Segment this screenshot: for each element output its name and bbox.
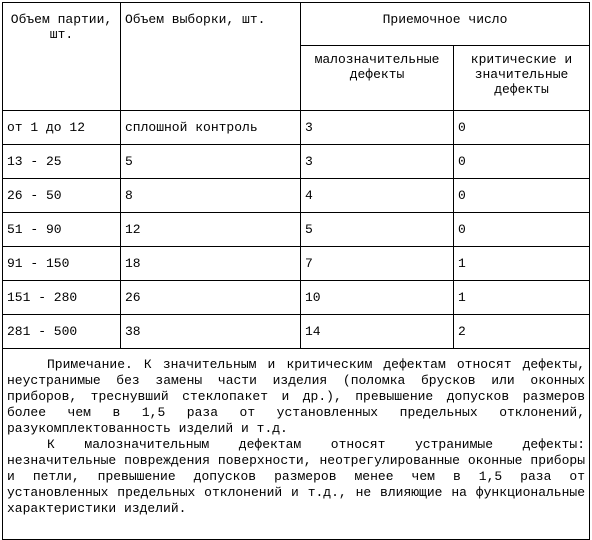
- cell-critical: 0: [454, 145, 590, 179]
- cell-critical: 1: [454, 247, 590, 281]
- cell-sample: 12: [121, 213, 301, 247]
- cell-minor: 3: [301, 111, 454, 145]
- table-row: [3, 145, 590, 179]
- header-critical-major-defects: критические и значительные дефекты: [454, 46, 590, 111]
- cell-minor: 4: [301, 179, 454, 213]
- cell-sample: 38: [121, 315, 301, 349]
- cell-sample: сплошной контроль: [121, 111, 301, 145]
- cell-lot: 51 - 90: [3, 213, 121, 247]
- cell-critical: 2: [454, 315, 590, 349]
- cell-critical: 0: [454, 213, 590, 247]
- cell-minor: 14: [301, 315, 454, 349]
- cell-critical: 0: [454, 111, 590, 145]
- table-row: [3, 179, 590, 213]
- cell-lot: 281 - 500: [3, 315, 121, 349]
- cell-critical: 1: [454, 281, 590, 315]
- cell-sample: 18: [121, 247, 301, 281]
- table-row: [3, 247, 590, 281]
- cell-lot: 13 - 25: [3, 145, 121, 179]
- cell-critical: 0: [454, 179, 590, 213]
- table-row: [3, 111, 590, 145]
- note-row: [3, 349, 590, 540]
- cell-lot: 91 - 150: [3, 247, 121, 281]
- table-row: [3, 281, 590, 315]
- acceptance-table: [2, 2, 590, 540]
- document-page: [2, 2, 589, 540]
- cell-sample: 26: [121, 281, 301, 315]
- table-row: [3, 315, 590, 349]
- cell-sample: 5: [121, 145, 301, 179]
- cell-minor: 5: [301, 213, 454, 247]
- cell-minor: 3: [301, 145, 454, 179]
- header-sample-size: Объем выборки, шт.: [121, 3, 301, 111]
- header-minor-defects: малозначительные дефекты: [301, 46, 454, 111]
- note-paragraph-1: Примечание. К значительным и критическим дефектам относят дефекты, неустранимые без замены части изделия (поломка брусков или оконных приборов, треснувший стеклопакет и др.), превышение допусков размеров более чем в 1,5 раза от установленных предельных отклонений, разукомплектованность изделий и т.д.: [7, 357, 586, 436]
- header-acceptance-number: Приемочное число: [301, 3, 590, 46]
- note-paragraph-2: К малозначительным дефектам относят устранимые дефекты: незначительные повреждения поверхности, неотрегулированные оконные приборы и петли, превышение допусков размеров менее чем в 1,5 раза от установленных предельных отклонений и т.д., не влияющие на функциональные характеристики изделий.: [7, 437, 586, 516]
- cell-lot: 26 - 50: [3, 179, 121, 213]
- cell-lot: 151 - 280: [3, 281, 121, 315]
- cell-minor: 7: [301, 247, 454, 281]
- cell-sample: 8: [121, 179, 301, 213]
- table-row: [3, 213, 590, 247]
- cell-lot: от 1 до 12: [3, 111, 121, 145]
- cell-minor: 10: [301, 281, 454, 315]
- header-row-1: [3, 3, 590, 46]
- note-cell: [3, 349, 590, 540]
- header-lot-size: Объем партии, шт.: [3, 3, 121, 111]
